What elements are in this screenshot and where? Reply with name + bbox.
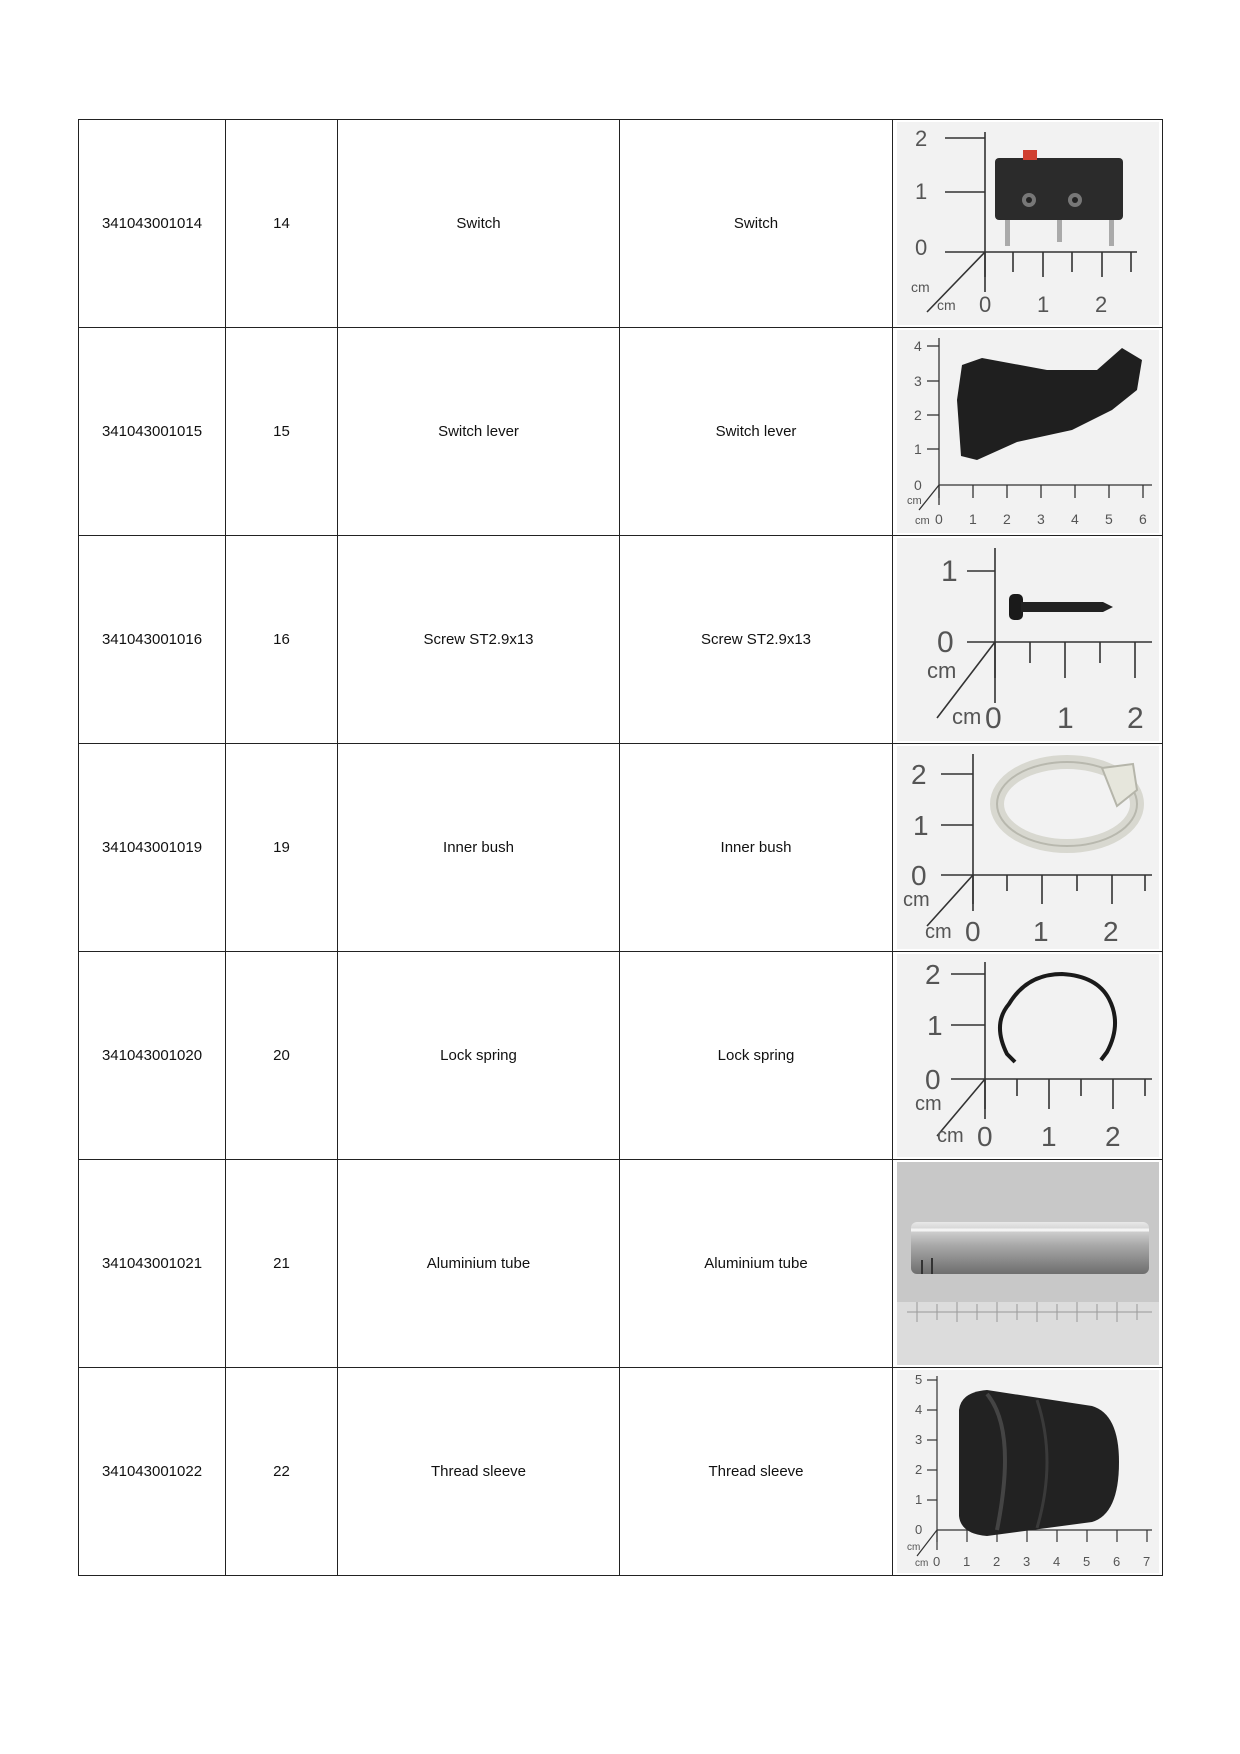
part-image-lock-spring	[897, 954, 1159, 1157]
scale-x-label: 7	[1142, 1554, 1150, 1569]
part-description: Inner bush	[338, 744, 620, 952]
scale-x-label: 0	[984, 702, 1002, 735]
part-image-cell	[893, 328, 1163, 536]
position-number: 16	[226, 536, 338, 744]
scale-x-label: 2	[1094, 292, 1107, 317]
scale-x-label: 2	[1104, 1121, 1121, 1152]
part-image-cell	[893, 536, 1163, 744]
scale-x-label: 4	[1070, 511, 1079, 527]
scale-x-label: 0	[934, 511, 943, 527]
inner-bush-part-icon	[997, 762, 1137, 846]
scale-y-label: 4	[913, 338, 922, 354]
scale-y-label: 0	[924, 1064, 941, 1095]
position-number: 15	[226, 328, 338, 536]
table-row	[79, 328, 1163, 536]
position-number: 19	[226, 744, 338, 952]
scale-y-label: 1	[912, 810, 929, 841]
article-number: 341043001020	[79, 952, 226, 1160]
article-number: 341043001016	[79, 536, 226, 744]
scale-unit-label: cm	[936, 297, 956, 313]
scale-y-label: 2	[924, 959, 941, 990]
scale-unit-label: cm	[902, 889, 930, 911]
table-row	[79, 1368, 1163, 1576]
part-description: Switch	[338, 120, 620, 328]
thread-sleeve-part-icon	[959, 1390, 1119, 1536]
part-description-en: Inner bush	[620, 744, 893, 952]
part-image-thread-sleeve	[897, 1370, 1159, 1573]
scale-x-label: 4	[1052, 1554, 1060, 1569]
part-description: Thread sleeve	[338, 1368, 620, 1576]
scale-x-label: 6	[1112, 1554, 1120, 1569]
part-description-en: Aluminium tube	[620, 1160, 893, 1368]
article-number: 341043001014	[79, 120, 226, 328]
scale-x-label: 0	[932, 1554, 940, 1569]
part-image-switch	[897, 122, 1159, 325]
part-description-en: Screw ST2.9x13	[620, 536, 893, 744]
scale-y-label: 3	[914, 1432, 922, 1447]
table-row	[79, 120, 1163, 328]
scale-x-label: 5	[1104, 511, 1113, 527]
scale-y-label: 3	[913, 373, 922, 389]
switch-part-icon	[995, 150, 1123, 246]
scale-x-label: 1	[968, 511, 977, 527]
part-image-cell	[893, 952, 1163, 1160]
parts-table	[78, 119, 1163, 1576]
scale-y-label: 2	[914, 126, 927, 151]
scale-unit-label: cm	[906, 495, 922, 507]
scale-y-label: 4	[914, 1402, 922, 1417]
scale-x-label: 1	[1036, 292, 1049, 317]
part-image-cell	[893, 744, 1163, 952]
article-number: 341043001021	[79, 1160, 226, 1368]
scale-x-label: 5	[1082, 1554, 1090, 1569]
scale-unit-label: cm	[926, 658, 956, 683]
part-description: Aluminium tube	[338, 1160, 620, 1368]
scale-unit-label: cm	[936, 1125, 964, 1147]
scale-unit-label: cm	[910, 279, 930, 295]
scale-y-label: 1	[926, 1010, 943, 1041]
scale-y-label: 0	[914, 1522, 922, 1537]
part-image-switch-lever	[897, 330, 1159, 533]
scale-x-label: 0	[978, 292, 991, 317]
scale-x-label: 2	[992, 1554, 1000, 1569]
scale-y-label: 2	[914, 1462, 922, 1477]
scale-y-label: 2	[910, 759, 927, 790]
article-number: 341043001019	[79, 744, 226, 952]
aluminium-tube-part-icon	[911, 1222, 1149, 1274]
position-number: 21	[226, 1160, 338, 1368]
part-image-screw	[897, 538, 1159, 741]
scale-x-label: 1	[1040, 1121, 1057, 1152]
scale-unit-label: cm	[914, 1093, 942, 1115]
part-image-aluminium-tube	[897, 1162, 1159, 1365]
scale-x-label: 2	[1102, 916, 1119, 947]
table-row	[79, 1160, 1163, 1368]
position-number: 14	[226, 120, 338, 328]
part-description-en: Switch lever	[620, 328, 893, 536]
part-description-en: Thread sleeve	[620, 1368, 893, 1576]
scale-x-label: 0	[976, 1121, 993, 1152]
switch-lever-part-icon	[957, 348, 1142, 460]
scale-x-label: 1	[962, 1554, 970, 1569]
scale-x-label: 3	[1036, 511, 1045, 527]
scale-y-label: 0	[913, 477, 922, 493]
part-description: Screw ST2.9x13	[338, 536, 620, 744]
scale-y-label: 5	[914, 1372, 922, 1387]
scale-ruler	[937, 548, 1152, 718]
part-image-cell	[893, 120, 1163, 328]
part-image-cell	[893, 1160, 1163, 1368]
position-number: 20	[226, 952, 338, 1160]
scale-x-label: 1	[1056, 702, 1074, 735]
table-row	[79, 744, 1163, 952]
scale-y-label: 1	[940, 555, 958, 588]
scale-unit-label: cm	[914, 515, 930, 527]
scale-unit-label: cm	[906, 1542, 920, 1553]
scale-x-label: 2	[1126, 702, 1144, 735]
table-row	[79, 536, 1163, 744]
scale-ruler	[937, 962, 1152, 1136]
scale-y-label: 2	[913, 407, 922, 423]
scale-x-label: 0	[964, 916, 981, 947]
scale-y-label: 1	[914, 1492, 922, 1507]
article-number: 341043001015	[79, 328, 226, 536]
part-description-en: Lock spring	[620, 952, 893, 1160]
part-description: Lock spring	[338, 952, 620, 1160]
screw-part-icon	[1009, 594, 1113, 620]
part-image-cell	[893, 1368, 1163, 1576]
scale-y-label: 1	[913, 441, 922, 457]
part-description-en: Switch	[620, 120, 893, 328]
article-number: 341043001022	[79, 1368, 226, 1576]
scale-x-label: 6	[1138, 511, 1147, 527]
scale-x-label: 3	[1022, 1554, 1030, 1569]
scale-x-label: 1	[1032, 916, 1049, 947]
scale-y-label: 1	[914, 179, 927, 204]
position-number: 22	[226, 1368, 338, 1576]
part-description: Switch lever	[338, 328, 620, 536]
lock-spring-part-icon	[999, 974, 1114, 1062]
scale-y-label: 0	[914, 235, 927, 260]
table-row	[79, 952, 1163, 1160]
scale-y-label: 0	[936, 626, 954, 659]
scale-x-label: 2	[1002, 511, 1011, 527]
scale-unit-label: cm	[914, 1558, 928, 1569]
scale-unit-label: cm	[951, 704, 981, 729]
part-image-inner-bush	[897, 746, 1159, 949]
scale-unit-label: cm	[924, 921, 952, 943]
scale-y-label: 0	[910, 860, 927, 891]
